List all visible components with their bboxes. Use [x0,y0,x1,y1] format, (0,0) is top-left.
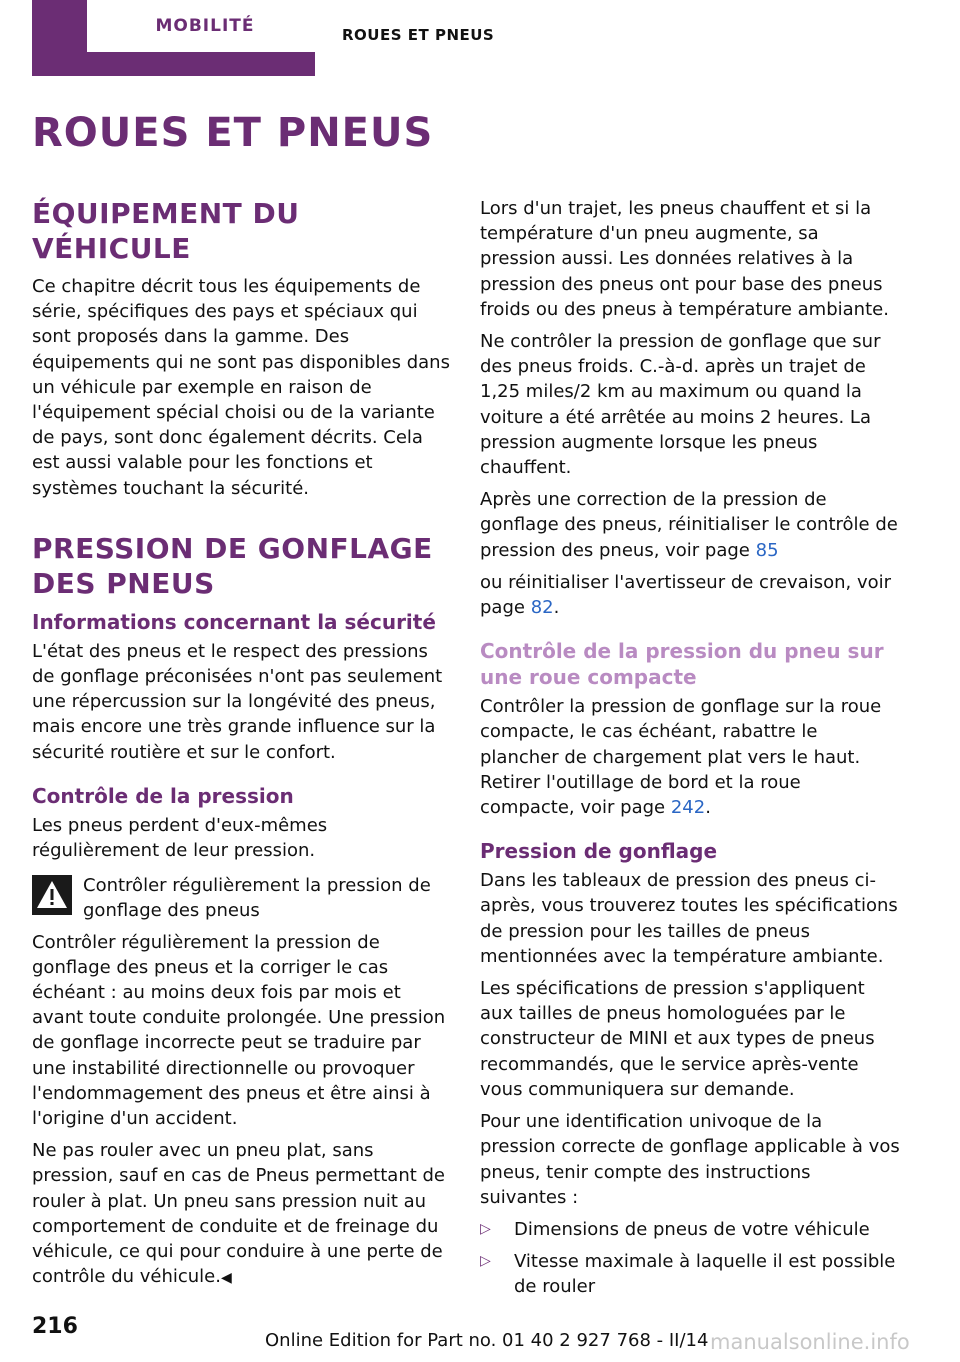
warning-text: Contrôler régulièrement la pression de gonflage des pneus [83,875,431,922]
list-item [480,1217,900,1242]
paragraph-warning-2-text: Ne pas rouler avec un pneu plat, sans pression, sauf en cas de Pneus permettant de rouler à plat. Un pneu sans pression nuit au comportement de conduite et de freinage du véhicule, ce qui pour conduire à une perte de contrôle du véhicule. [32,1140,446,1288]
page-title: ROUES ET PNEUS [32,110,434,156]
paragraph-identification: Pour une identification univoque de la pression correcte de gonflage applicable à vos pneus, tenir compte des instructions suivantes : [480,1111,900,1208]
paragraph-roue-compacte [480,694,900,820]
paragraph-temperature: Lors d'un trajet, les pneus chauffent et si la température d'un pneu augmente, sa pression aussi. Les données relatives à la pression des pneus ont pour base des pneus froids ou des pneus à température ambiante. [480,198,889,320]
warning-triangle-icon [32,875,72,915]
header-section-label: MOBILITÉ [155,16,255,36]
paragraph-avertisseur [480,570,900,620]
heading-securite: Informations concernant la sécurité [32,609,436,634]
header-chapter-label: ROUES ET PNEUS [342,26,495,44]
left-column [32,196,452,1299]
paragraph-equipement: Ce chapitre décrit tous les équipements de série, spécifiques des pays et spéciaux qui sont proposés dans la gamme. Des équipements qui ne sont pas disponibles dans un véhicule par exemple en raison de l'équipement spécial choisi ou de la variante de pays, sont donc également décrits. Cela est aussi valable pour les fonctions et systèmes touchant la sécurité. [32,276,450,499]
paragraph-avertisseur-text: ou réinitialiser l'avertisseur de crevaison, voir page [480,571,892,619]
heading-pression-de-gonflage: Pression de gonflage [480,839,718,864]
paragraph-specifications: Les spécifications de pression s'appliquent aux tailles de pneus homologuées par le constructeur de MINI et aux types de pneus recommandés, que le service après-vente vous communiquera sur demande. [480,978,875,1100]
paragraph-avertisseur-end: . [553,597,560,619]
paragraph-reinitialiser [480,487,900,563]
heading-pression-gonflage: PRESSION DE GONFLAGE DES PNEUS [32,531,433,600]
paragraph-warning-1: Contrôler régulièrement la pression de gonflage des pneus et la corriger le cas échéant : au moins deux fois par mois et avant toute conduite prolongée. Une pression de gonflage incorrecte peut se traduire par une instabilité directionnelle ou provoquer l'endommagement des pneus et être ainsi à l'origine d'un accident. [32,931,446,1130]
paragraph-warning-2 [32,1138,452,1291]
paragraph-tableaux: Dans les tableaux de pression des pneus ci-après, vous trouverez toutes les spécifications de pression pour les tailles de pneus mentionnées avec la température ambiante. [480,870,898,967]
page-link-242[interactable]: 242 [670,797,706,819]
bullet-triangle-icon: ▷ [480,1220,491,1237]
paragraph-roue-compacte-text: Contrôler la pression de gonflage sur la roue compacte, le cas échéant, rabattre le plancher de chargement plat vers le haut. Retirer l'outillage de bord et la roue compacte, voir page [480,696,882,819]
paragraph-roue-compacte-end: . [705,797,711,819]
heading-equipement: ÉQUIPEMENT DU VÉHICULE [32,197,300,265]
right-column [480,196,900,1307]
header-section-tab [32,0,315,76]
page-link-82[interactable]: 82 [530,597,554,619]
end-mark-icon: ◀ [220,1270,232,1287]
list-item-text: Vitesse maximale à laquelle il est possible de rouler [514,1251,896,1298]
paragraph-controle-pression: Les pneus perdent d'eux-mêmes régulièrement de leur pression. [32,814,328,862]
watermark: manualsonline.info [710,1330,910,1354]
page-number: 216 [32,1314,78,1339]
list-item [480,1249,900,1299]
heading-roue-compacte: Contrôle de la pression du pneu sur une roue compacte [480,639,884,690]
paragraph-pneus-froids: Ne contrôler la pression de gonflage que sur des pneus froids. C.-à-d. après un trajet de 1,25 miles/2 km au maximum ou quand la voiture a été arrêtée au moins 2 heures. La pression augmente lorsque les pneus chauffent. [480,331,881,479]
warning-block [32,873,452,923]
footer-edition: Online Edition for Part no. 01 40 2 927 768 - II/14 [265,1330,709,1351]
page-link-85[interactable]: 85 [755,539,779,561]
list-item-text: Dimensions de pneus de votre véhicule [514,1218,870,1240]
heading-controle-pression: Contrôle de la pression [32,783,294,808]
instructions-list [480,1217,900,1300]
bullet-triangle-icon: ▷ [480,1253,491,1270]
paragraph-reinitialiser-text: Après une correction de la pression de gonflage des pneus, réinitialiser le contrôle de pression des pneus, voir page [480,489,898,561]
header-section-tab-inner [87,0,323,52]
paragraph-securite: L'état des pneus et le respect des pressions de gonflage préconisées n'ont pas seulement une répercussion sur la longévité des pneus, mais encore une très grande influence sur la sécurité routière et sur le confort. [32,640,443,763]
